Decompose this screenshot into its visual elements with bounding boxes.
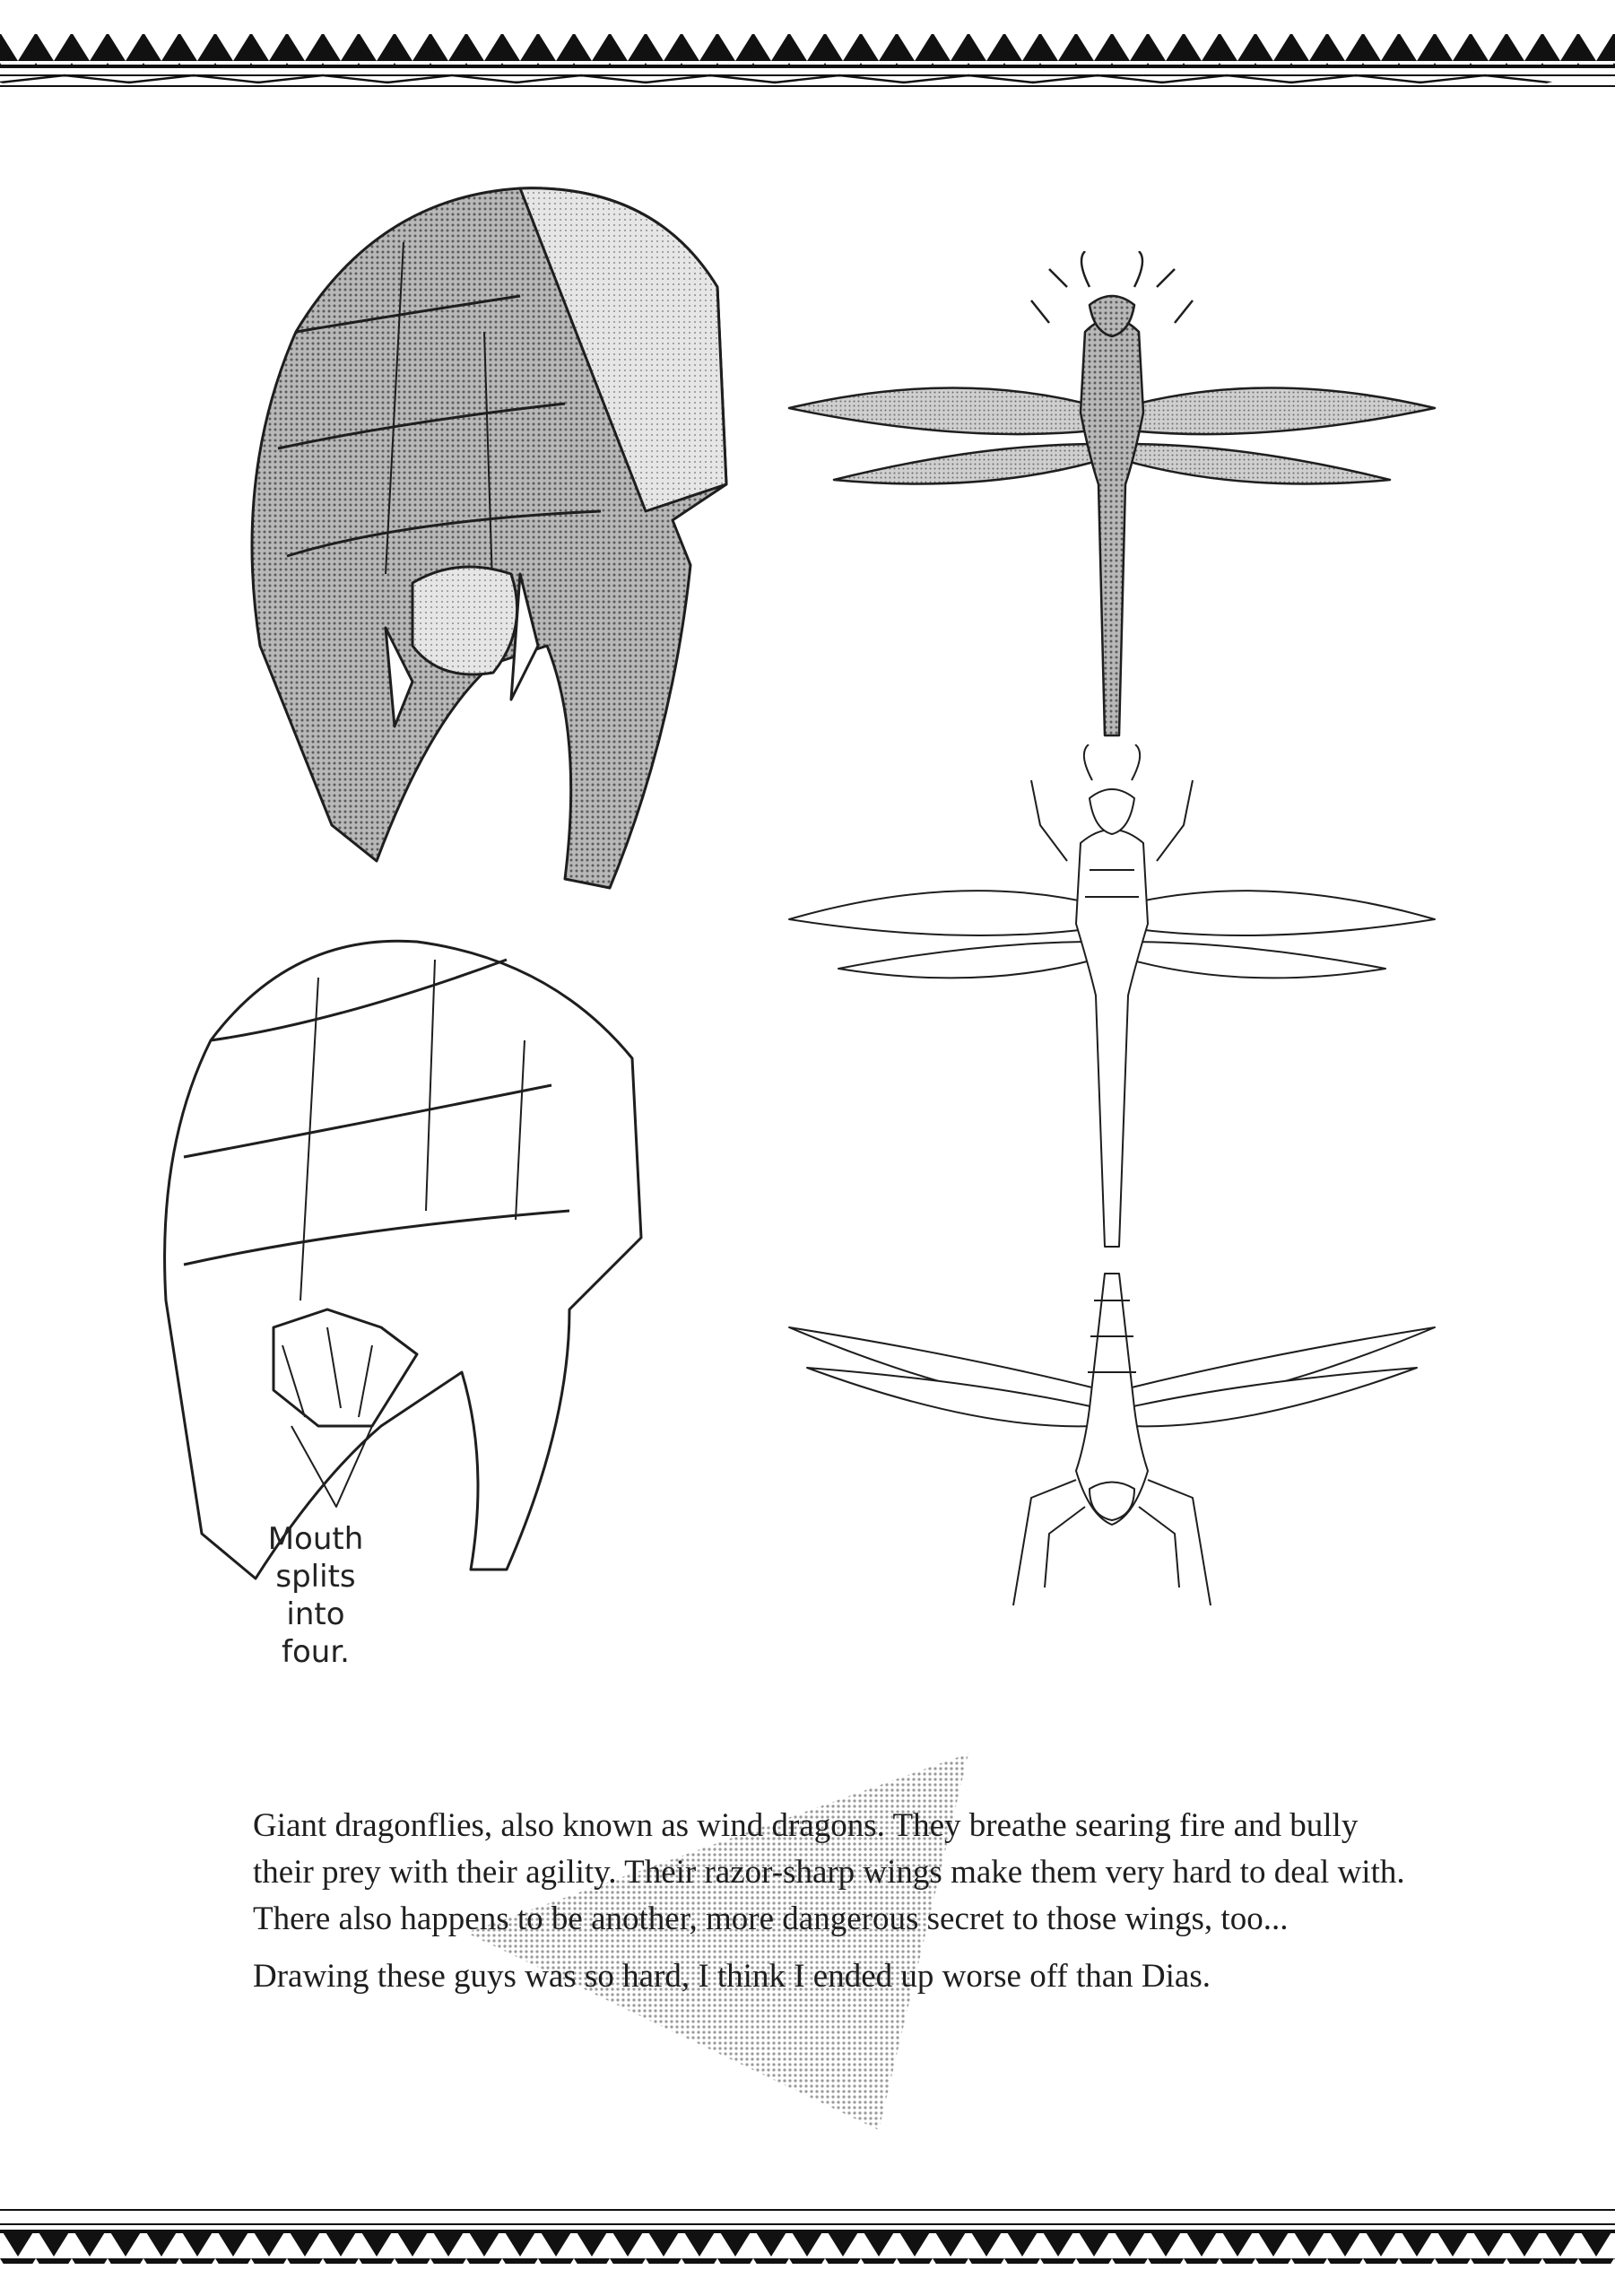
decorative-border-bottom bbox=[0, 2197, 1615, 2296]
caption-paragraph-2: Drawing these guys was so hard, I think I ended up worse off than Dias. bbox=[253, 1958, 1211, 1995]
callout-line: splits bbox=[275, 1559, 356, 1595]
caption-text bbox=[253, 1803, 1410, 2000]
dragonfly-shaded-top-view bbox=[780, 251, 1444, 771]
callout-line: four. bbox=[282, 1634, 350, 1670]
decorative-border-top bbox=[0, 0, 1615, 99]
caption-paragraph-1: Giant dragonflies, also known as wind dragons. They breathe searing fire and bully their prey with their agility. Their razor-sharp wings make them very hard to deal with. There also happens to be another, more dangerous secret to those wings, too... bbox=[253, 1807, 1405, 1937]
shaded-head-drawing bbox=[224, 179, 780, 897]
dragonfly-outline-front-view bbox=[780, 1265, 1444, 1623]
dragonfly-outline-top-view bbox=[780, 744, 1444, 1265]
callout-line: Mouth bbox=[267, 1521, 364, 1557]
mouth-callout bbox=[235, 1520, 396, 1671]
callout-line: into bbox=[286, 1596, 345, 1632]
outline-head-drawing bbox=[148, 924, 650, 1587]
